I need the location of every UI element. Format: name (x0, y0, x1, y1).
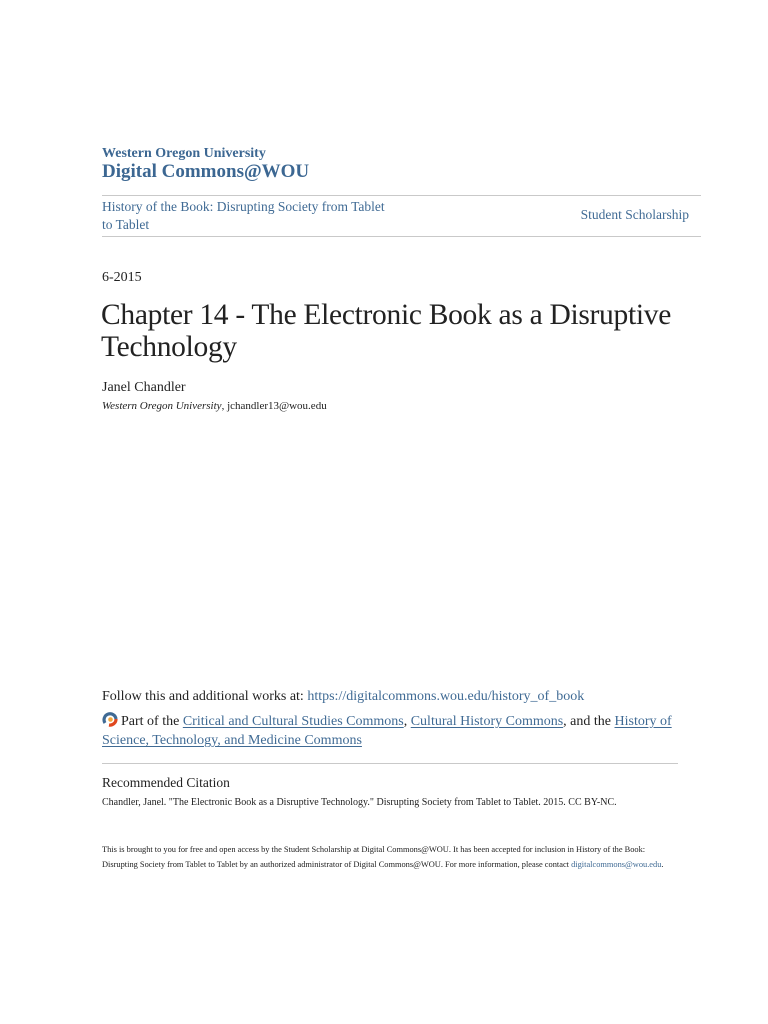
network-commons-icon (102, 712, 119, 727)
footnote-text: This is brought to you for free and open access by the Student Scholarship at Digital Commons@WOU. It has been accepted for inclusion in History of the Book: Disrupting Society from Tablet to Tablet by an authorized administrator of Digital Commons@WOU. For more information, please contact (102, 845, 646, 869)
repository-link[interactable]: Digital Commons@WOU (102, 161, 310, 182)
citation-text: Chandler, Janel. "The Electronic Book as a Disruptive Technology." Disrupting Society from Tablet to Tablet. 2015. CC BY-NC. (102, 797, 617, 808)
citation-rule (102, 763, 678, 764)
author-affiliation-line (102, 400, 327, 412)
header-top-rule (102, 195, 701, 196)
access-footnote (102, 843, 674, 872)
author-affiliation: Western Oregon University (102, 400, 222, 412)
commons-link-cultural-history[interactable]: Cultural History Commons (410, 714, 564, 729)
commons-link-history-science[interactable]: History of Science, Technology, and Medicine Commons (102, 714, 672, 748)
commons-link-critical-cultural[interactable]: Critical and Cultural Studies Commons (182, 714, 404, 729)
footnote-end: . (661, 859, 664, 869)
citation-heading: Recommended Citation (102, 775, 230, 790)
follow-line (102, 689, 584, 705)
article-title: Chapter 14 - The Electronic Book as a Disruptive Technology (101, 299, 671, 363)
follow-url-link[interactable]: https://digitalcommons.wou.edu/history_of_book (307, 689, 585, 704)
part-of-line (102, 712, 672, 750)
part-of-separator-2: , and the (563, 714, 615, 729)
header-bottom-rule (102, 236, 701, 237)
collection-link[interactable]: History of the Book: Disrupting Society from Tablet to Tablet (102, 199, 385, 232)
institution-name: Western Oregon University (102, 146, 266, 161)
affiliation-separator: , (221, 400, 228, 412)
part-of-separator-1: , (403, 714, 411, 729)
part-of-prefix: Part of the (121, 714, 183, 729)
follow-prefix: Follow this and additional works at: (102, 689, 308, 704)
series-link[interactable]: Student Scholarship (580, 207, 689, 222)
author-name: Janel Chandler (102, 380, 186, 395)
publication-date: 6-2015 (102, 270, 142, 285)
author-email: jchandler13@wou.edu (227, 400, 327, 412)
contact-email-link[interactable]: digitalcommons@wou.edu (571, 859, 662, 869)
